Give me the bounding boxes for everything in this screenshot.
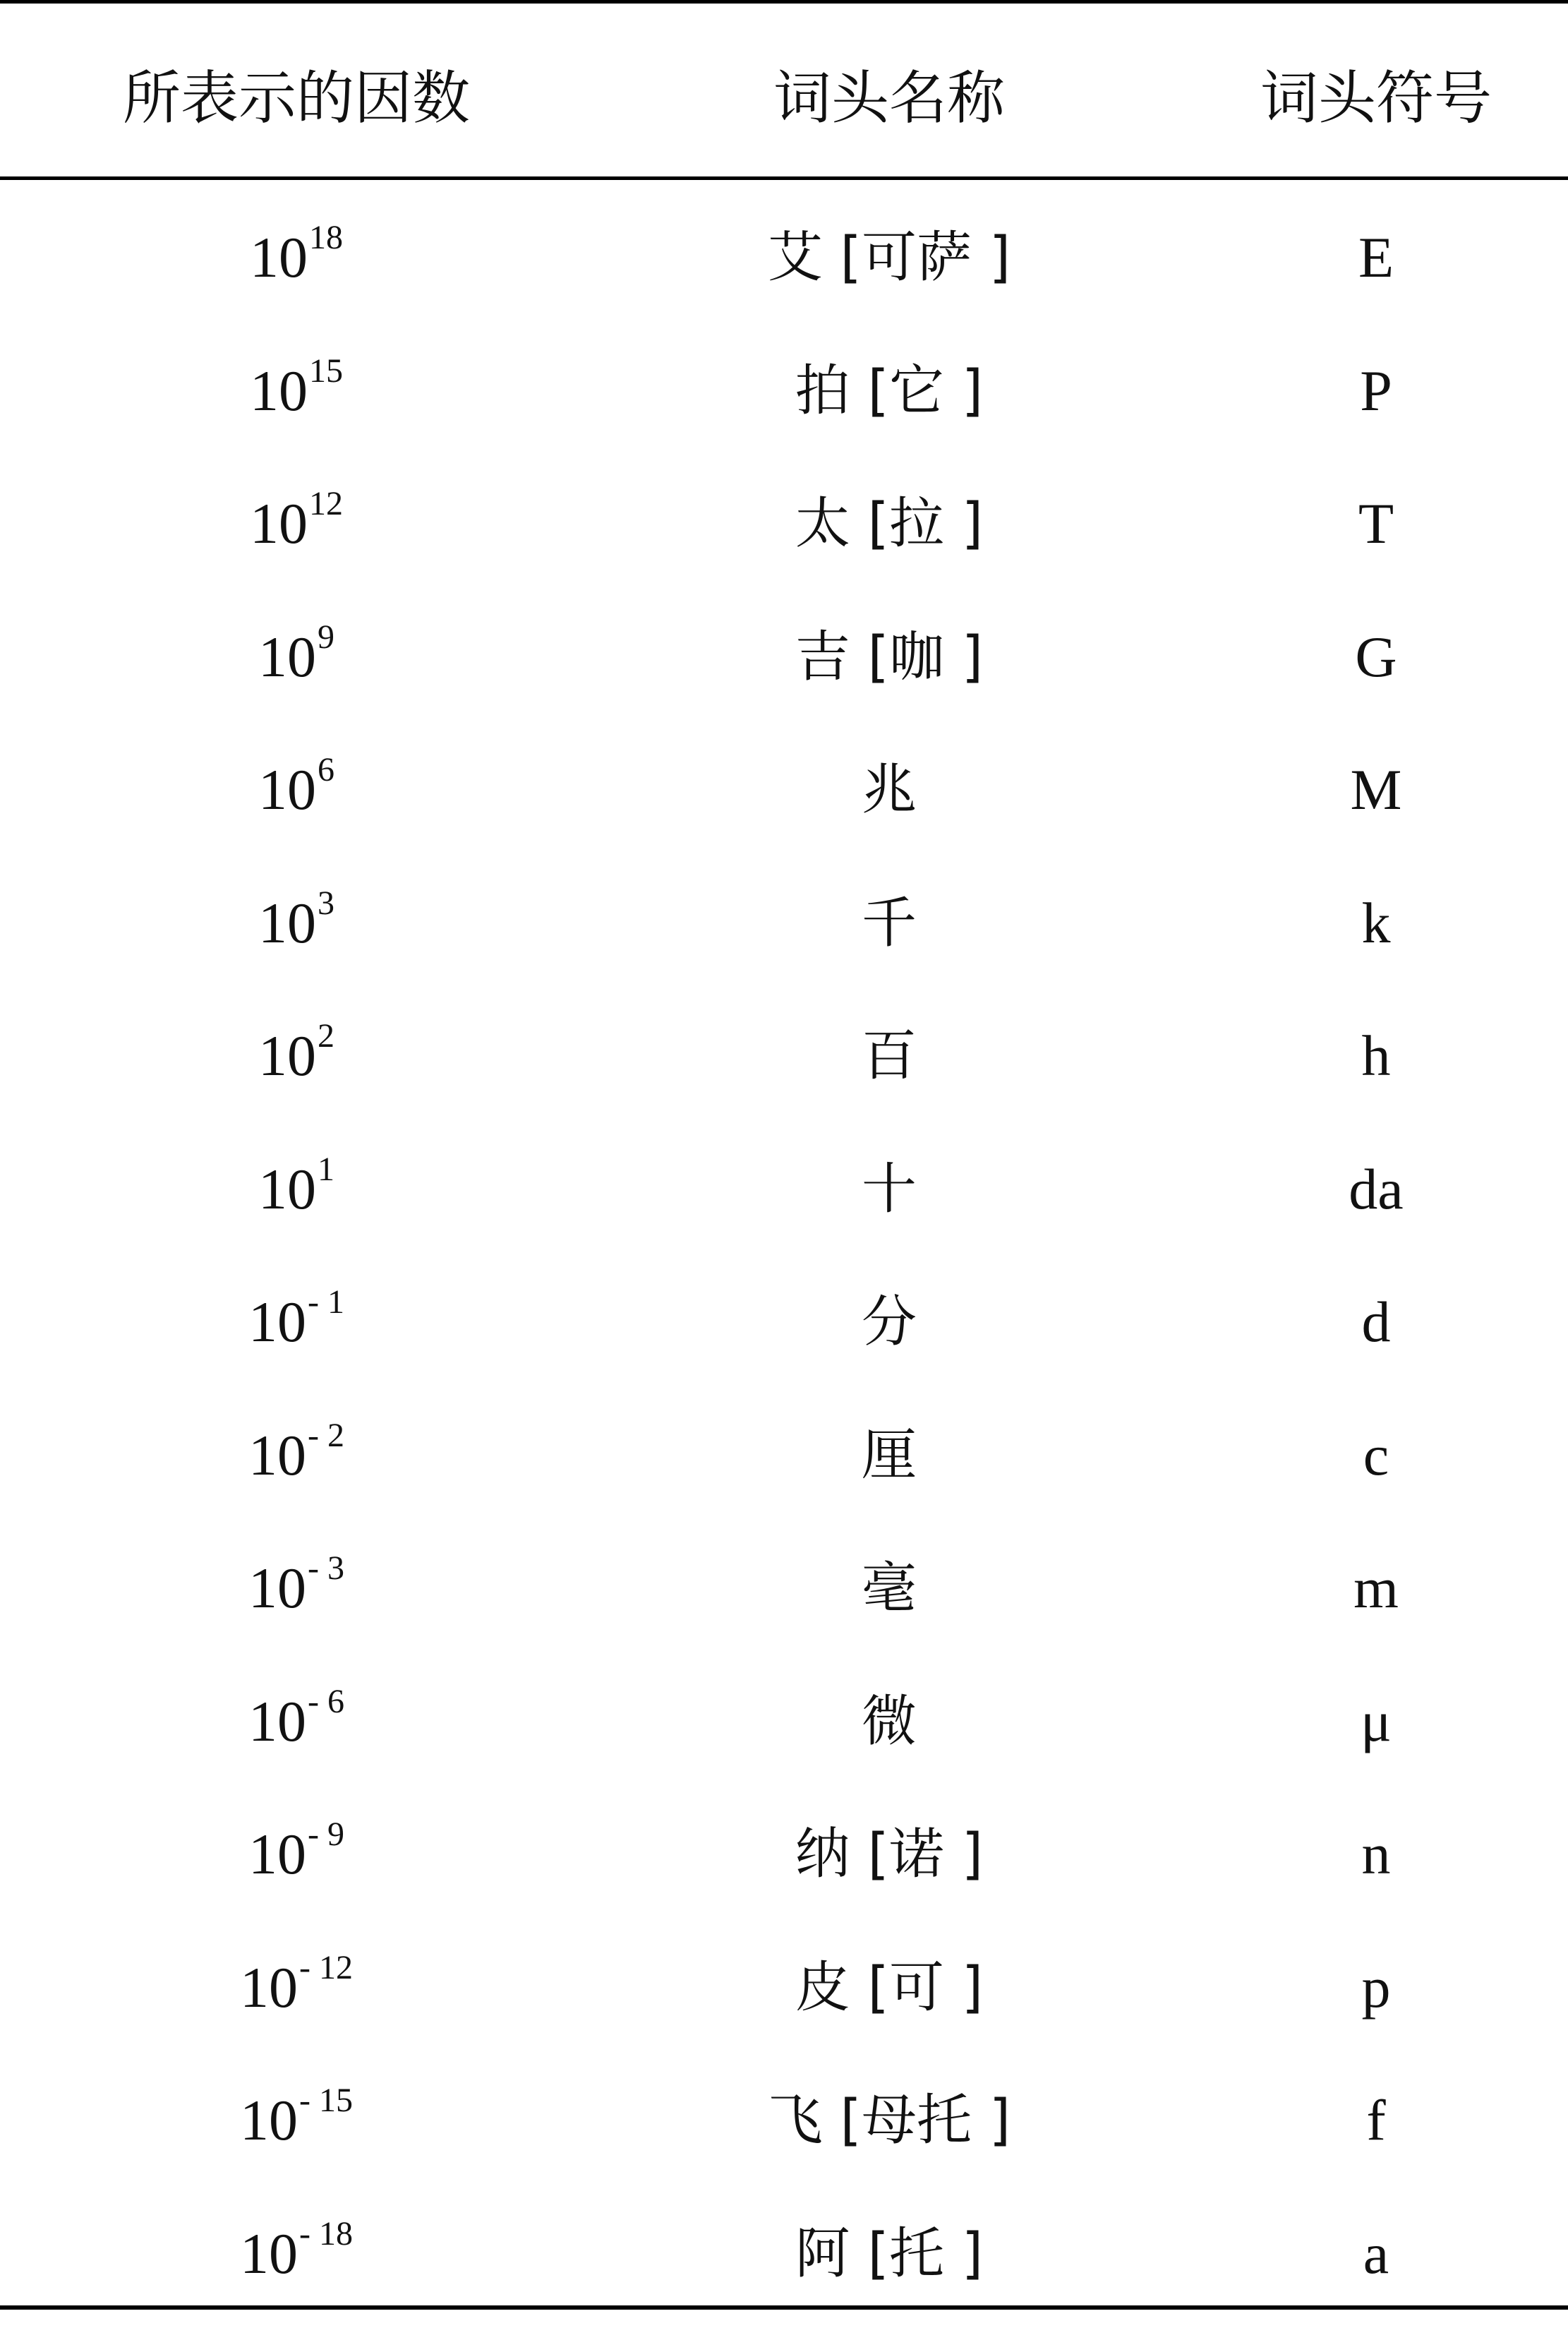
factor-cell [64,180,529,313]
prefix-symbol-cell: M [1350,757,1402,822]
factor-cell [64,2176,529,2310]
factor-base: 10 [250,491,308,556]
prefix-name-cell: 艾 [可萨 ] [767,226,1011,289]
factor-base: 10 [248,1688,306,1753]
factor-base: 10 [240,2221,298,2286]
factor-cell [64,580,529,713]
factor-base: 10 [258,890,316,955]
prefix-symbol-cell: p [1361,1955,1391,2020]
prefix-name-cell: 百 [861,1024,917,1088]
prefix-symbol-cell: a [1363,2221,1389,2286]
factor-base: 10 [248,1822,306,1886]
factor-base: 10 [250,225,308,289]
prefix-symbol-cell: G [1355,624,1397,689]
prefix-name-cell: 毫 [861,1556,917,1620]
factor-cell [64,1644,529,1777]
factor-exponent: 12 [309,485,343,522]
prefix-symbol-cell: E [1358,225,1394,289]
prefix-name-cell: 兆 [861,758,917,822]
prefix-symbol-cell: m [1353,1556,1399,1620]
factor-base: 10 [248,1556,306,1620]
factor-exponent: - 3 [308,1549,344,1587]
prefix-symbol-cell: h [1361,1024,1391,1088]
prefix-symbol-cell: c [1363,1422,1389,1487]
factor-base: 10 [240,2088,298,2152]
table-row [0,580,1568,713]
prefix-name-cell: 皮 [可 ] [795,1955,984,2020]
prefix-symbol-cell: T [1358,491,1394,556]
table-row [0,846,1568,979]
factor-cell [64,313,529,447]
table-row [0,2043,1568,2176]
prefix-symbol-cell: n [1361,1822,1391,1886]
prefix-name-cell: 纳 [诺 ] [795,1823,984,1886]
header-prefix-name: 词头名称 [773,65,1005,132]
prefix-name-cell: 微 [861,1689,917,1753]
prefix-name-cell: 拍 [它 ] [795,359,984,423]
table-bottom-rule [0,2305,1568,2310]
prefix-symbol-cell: μ [1361,1688,1392,1753]
prefix-name-cell: 千 [861,891,917,955]
table-row [0,1644,1568,1777]
factor-exponent: 15 [309,352,343,390]
factor-base: 10 [240,1955,298,2020]
factor-cell [64,846,529,979]
factor-base: 10 [248,1290,306,1354]
factor-exponent: - 12 [299,1948,353,1986]
factor-base: 10 [248,1422,306,1487]
table-header-row [0,0,1568,176]
prefix-symbol-cell: f [1366,2088,1386,2152]
table-row [0,978,1568,1112]
factor-exponent: - 18 [299,2214,353,2252]
factor-exponent: 1 [318,1150,334,1188]
factor-base: 10 [250,358,308,423]
prefix-name-cell: 分 [861,1290,917,1354]
factor-cell [64,1244,529,1378]
table-row [0,180,1568,313]
factor-exponent: 2 [318,1017,334,1055]
factor-cell [64,1511,529,1644]
prefix-name-cell: 厘 [861,1423,917,1487]
factor-base: 10 [258,757,316,822]
table-row [0,313,1568,447]
header-prefix-symbol: 词头符号 [1260,65,1492,132]
factor-exponent: 18 [309,219,343,256]
table-row [0,1910,1568,2044]
factor-base: 10 [258,624,316,689]
prefix-symbol-cell: da [1349,1156,1404,1221]
factor-cell [64,2043,529,2176]
factor-cell [64,1777,529,1910]
factor-exponent: - 6 [308,1682,344,1720]
factor-base: 10 [258,1024,316,1088]
factor-exponent: - 15 [299,2082,353,2119]
factor-cell [64,1112,529,1245]
prefix-name-cell: 太 [拉 ] [795,492,984,556]
factor-exponent: 6 [318,751,334,788]
factor-cell [64,446,529,580]
prefix-symbol-cell: k [1361,890,1391,955]
factor-cell [64,1378,529,1511]
table-row [0,712,1568,846]
factor-exponent: - 2 [308,1416,344,1454]
table-row [0,1777,1568,1910]
prefix-name-cell: 阿 [托 ] [795,2221,984,2286]
table-row [0,1378,1568,1511]
factor-exponent: - 9 [308,1816,344,1853]
table-row [0,1112,1568,1245]
factor-cell [64,712,529,846]
factor-base: 10 [258,1156,316,1221]
prefix-name-cell: 吉 [咖 ] [795,625,984,689]
factor-cell [64,978,529,1112]
prefix-name-cell: 十 [861,1157,917,1221]
table-body [0,180,1568,2309]
factor-exponent: 9 [318,618,334,656]
header-factor: 所表示的因数 [122,65,470,132]
table-row [0,1244,1568,1378]
factor-exponent: 3 [318,884,334,922]
prefix-name-cell: 飞 [母托 ] [767,2089,1011,2152]
prefix-symbol-cell: d [1361,1290,1391,1354]
factor-exponent: - 1 [308,1283,344,1321]
prefix-symbol-cell: P [1360,358,1392,423]
table-row [0,1511,1568,1644]
factor-cell [64,1910,529,2044]
table-row [0,2176,1568,2310]
table-row [0,446,1568,580]
